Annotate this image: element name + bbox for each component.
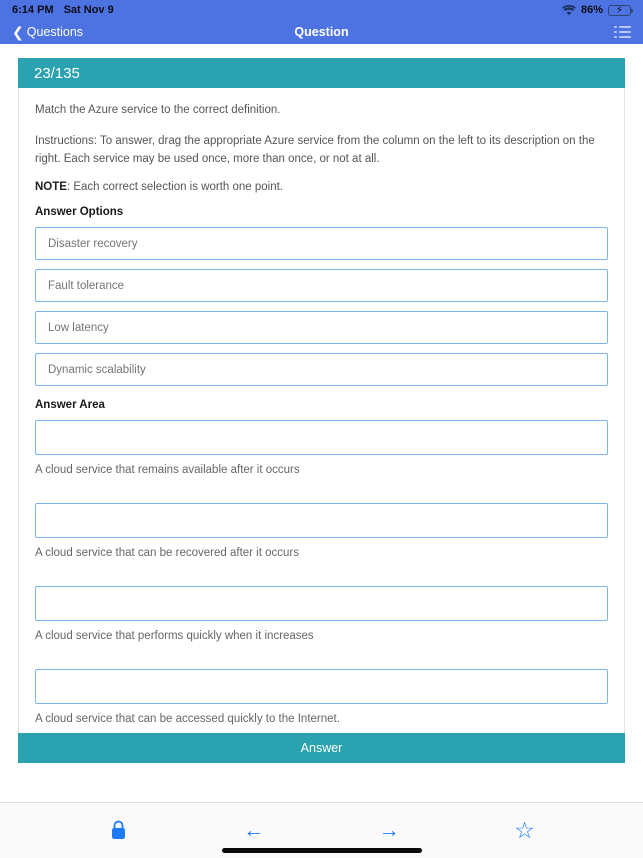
question-progress: 23/135 <box>18 58 625 88</box>
drop-target-4-description: A cloud service that can be accessed quickly to the Internet. <box>35 713 340 726</box>
drop-target-4[interactable] <box>35 669 608 704</box>
answer-button[interactable]: Answer <box>18 733 625 763</box>
question-instructions: Instructions: To answer, drag the appropriate Azure service from the column on the left to its description on the right. Each service may be used once, more than once, or not at all. <box>35 134 595 165</box>
home-indicator[interactable] <box>222 848 422 853</box>
answer-option-disaster-recovery[interactable]: Disaster recovery <box>35 227 608 260</box>
lock-icon[interactable] <box>101 814 135 848</box>
battery-percent: 86% <box>580 4 603 16</box>
answer-option-dynamic-scalability[interactable]: Dynamic scalability <box>35 353 608 386</box>
battery-icon: ⚡ <box>608 5 631 16</box>
top-blue-region <box>0 0 643 44</box>
previous-question-arrow-icon[interactable]: ← <box>243 819 265 842</box>
note-label: NOTE <box>35 181 67 194</box>
wifi-icon <box>562 5 576 16</box>
drop-target-3-description: A cloud service that performs quickly when it increases <box>35 630 314 643</box>
drop-target-3[interactable] <box>35 586 608 621</box>
drop-target-1[interactable] <box>35 420 608 455</box>
question-list-icon[interactable] <box>614 26 631 39</box>
drop-target-1-description: A cloud service that remains available after it occurs <box>35 464 300 477</box>
question-note <box>35 181 608 193</box>
bookmark-star-icon[interactable]: ☆ <box>514 817 535 843</box>
navigation-bar <box>0 20 643 44</box>
answer-option-low-latency[interactable]: Low latency <box>35 311 608 344</box>
clock-time: 6:14 PM <box>12 4 54 16</box>
back-button[interactable] <box>12 25 83 39</box>
question-prompt: Match the Azure service to the correct definition. <box>35 104 281 116</box>
answer-area-heading: Answer Area <box>35 399 105 412</box>
note-text: : Each correct selection is worth one point. <box>66 181 284 194</box>
next-question-arrow-icon[interactable]: → <box>378 819 400 842</box>
clock-date: Sat Nov 9 <box>63 4 114 16</box>
status-bar <box>0 0 643 20</box>
drop-target-2-description: A cloud service that can be recovered after it occurs <box>35 547 299 560</box>
drop-target-2[interactable] <box>35 503 608 538</box>
page-title: Question <box>294 25 349 39</box>
answer-option-fault-tolerance[interactable]: Fault tolerance <box>35 269 608 302</box>
back-button-label: Questions <box>26 25 84 39</box>
question-card <box>18 58 625 750</box>
answer-options-heading: Answer Options <box>35 206 124 219</box>
back-chevron-icon: ❮ <box>12 24 24 40</box>
